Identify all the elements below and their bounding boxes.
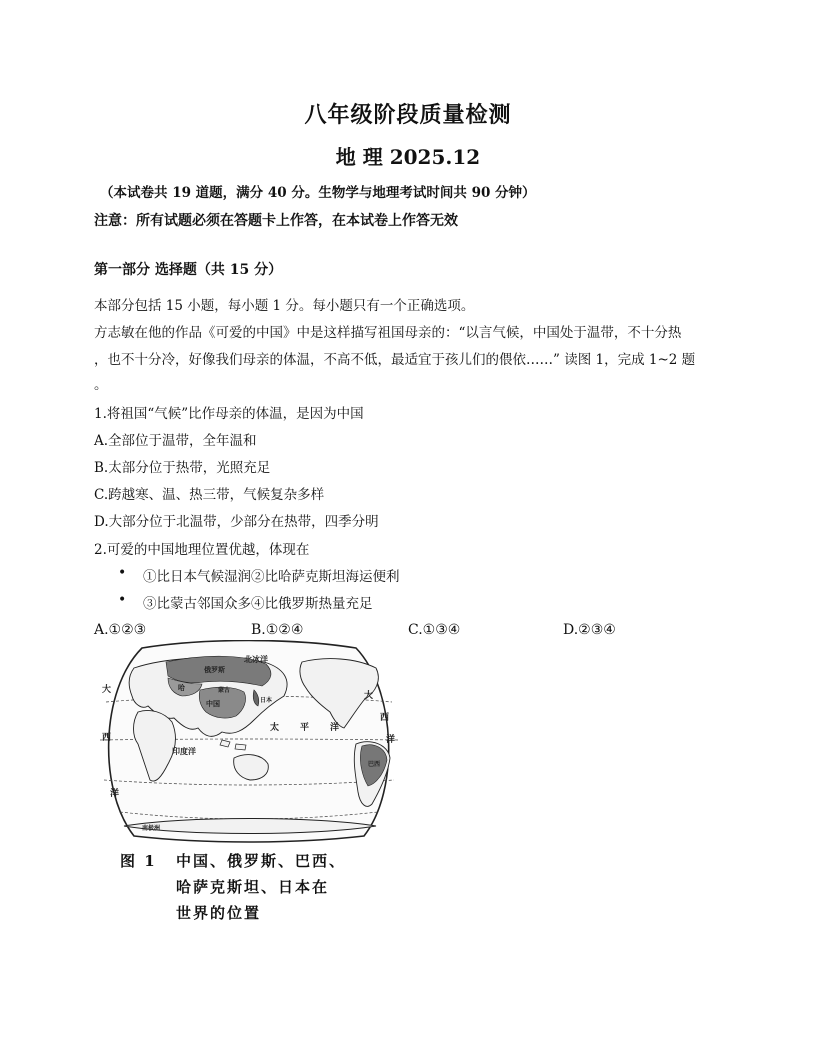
label-russia: 俄罗斯: [204, 666, 225, 674]
figure-number: 图 1: [120, 852, 157, 870]
island: [235, 744, 246, 750]
label-atlantic-east-3: 洋: [386, 735, 396, 745]
section-instructions: 本部分包括 15 小题，每小题 1 分。每小题只有一个正确选项。: [94, 298, 475, 314]
exam-warning: 注意：所有试题必须在答题卡上作答，在本试卷上作答无效: [94, 213, 458, 229]
bullet-mark: •: [118, 565, 127, 581]
question-1-stem: 1.将祖国“气候”比作母亲的体温，是因为中国: [94, 406, 364, 422]
question-1-option-d: D.大部分位于北温带，少部分在热带，四季分明: [94, 514, 379, 530]
label-atlantic-west-3: 洋: [110, 789, 120, 799]
label-brazil: 巴西: [368, 761, 381, 768]
figure-caption-line-1: 中国、俄罗斯、巴西、: [176, 852, 347, 870]
question-2-stem: 2.可爱的中国地理位置优越，体现在: [94, 542, 310, 558]
label-kazakhstan: 哈: [178, 684, 185, 692]
bullet-mark: •: [118, 592, 127, 608]
label-pacific-2: 平: [300, 723, 310, 733]
figure-caption-line-3: 世界的位置: [176, 904, 262, 922]
passage-line-3: 。: [94, 377, 108, 393]
label-atlantic-west-1: 大: [102, 685, 112, 695]
question-2-bullet-2: ③比蒙古邻国众多④比俄罗斯热量充足: [143, 596, 373, 612]
question-2-option-b: B.①②④: [251, 622, 304, 638]
label-arctic-ocean: 北冰洋: [244, 655, 268, 664]
label-atlantic-west-2: 西: [102, 733, 112, 743]
section-heading: 第一部分 选择题（共 15 分）: [94, 262, 283, 278]
question-2-bullet-1: ①比日本气候湿润②比哈萨克斯坦海运便利: [143, 569, 400, 585]
passage-line-1: 方志敏在他的作品《可爱的中国》中是这样描写祖国母亲的：“以言气候，中国处于温带，不十分热: [94, 325, 682, 341]
exam-subtitle: 地 理 2025.12: [335, 145, 481, 169]
label-antarctica: 南极洲: [142, 825, 161, 832]
question-1-option-c: C.跨越寒、温、热三带，气候复杂多样: [94, 487, 325, 503]
label-atlantic-east-1: 大: [364, 691, 374, 701]
label-pacific-1: 太: [270, 723, 280, 733]
label-japan: 日本: [260, 697, 273, 704]
figure-caption-line-2: 哈萨克斯坦、日本在: [176, 878, 330, 896]
exam-note: （本试卷共 19 道题，满分 40 分。生物学与地理考试时间共 90 分钟）: [100, 185, 536, 201]
label-china: 中国: [206, 700, 220, 708]
question-2-option-d: D.②③④: [563, 622, 616, 638]
question-2-option-a: A.①②③: [94, 622, 147, 638]
label-mongolia: 蒙古: [218, 687, 231, 694]
question-1-option-b: B.太部分位于热带，光照充足: [94, 460, 271, 476]
world-map-figure: [94, 640, 404, 845]
question-2-option-c: C.①③④: [408, 622, 461, 638]
label-indian-ocean: 印度洋: [172, 747, 196, 756]
passage-line-2: ，也不十分冷，好像我们母亲的体温，不高不低，最适宜于孩儿们的偎依……” 读图 1，完成 1~2 题: [94, 352, 696, 368]
label-pacific-3: 洋: [330, 723, 340, 733]
exam-title: 八年级阶段质量检测: [304, 102, 512, 128]
question-1-option-a: A.全部位于温带，全年温和: [94, 433, 257, 449]
label-atlantic-east-2: 西: [380, 713, 390, 723]
